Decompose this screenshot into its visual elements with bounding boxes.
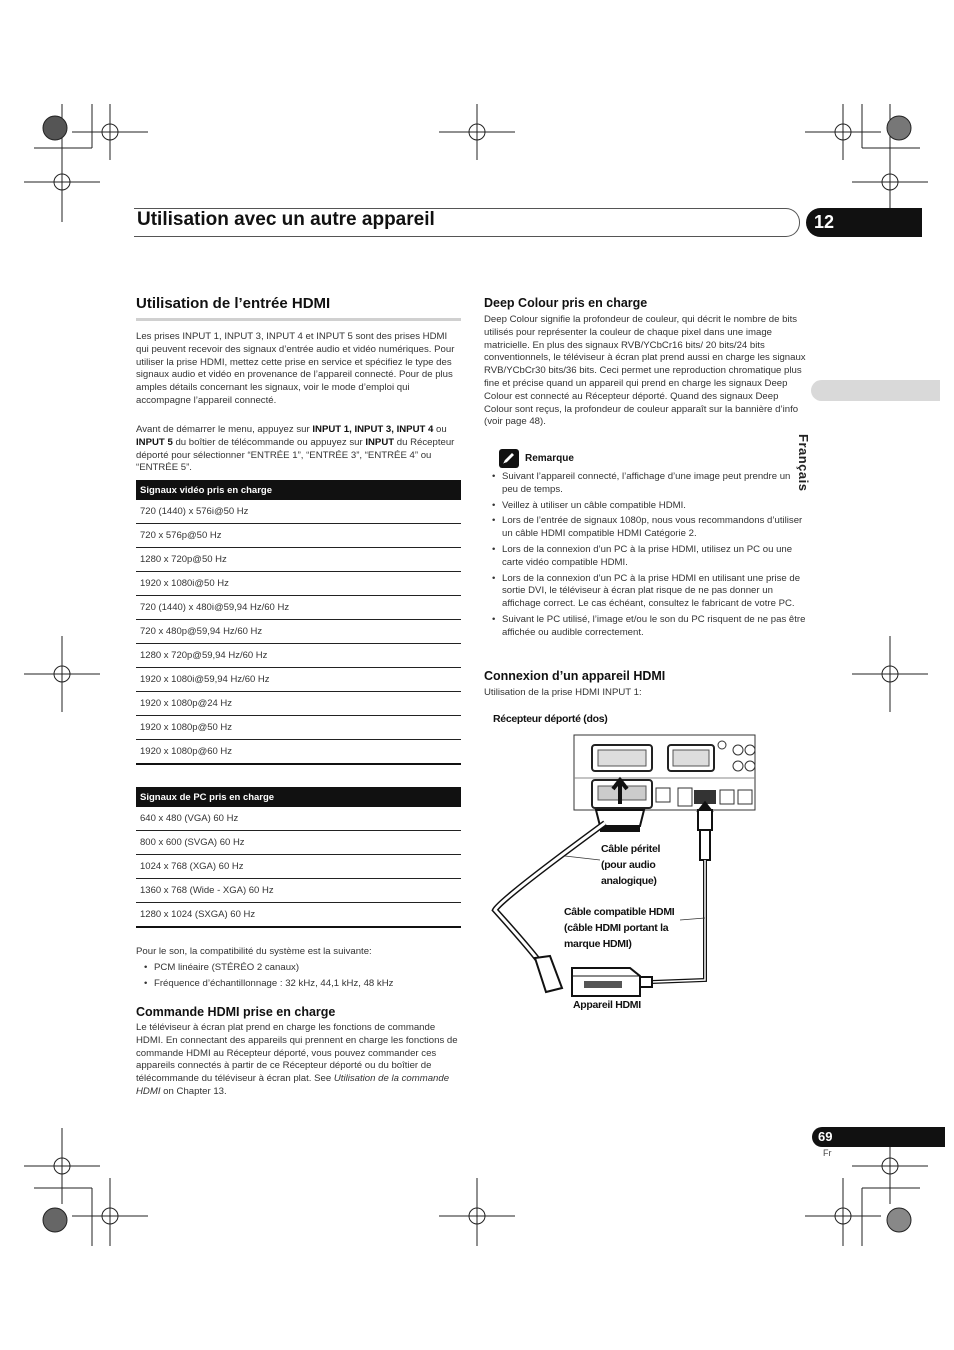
table-row: 640 x 480 (VGA) 60 Hz — [136, 807, 461, 831]
table-row: 1360 x 768 (Wide - XGA) 60 Hz — [136, 879, 461, 903]
list-item: • Suivant l’appareil connecté, l’affichage d’une image peut prendre un peu de temps. — [484, 471, 808, 497]
section-rule — [136, 318, 461, 321]
hdmi-control-paragraph: Le téléviseur à écran plat prend en charge les fonctions de commande HDMI. En connectant des appareils qui prennent en charge les fonctions de commande HDMI au Récepteur déporté, vous pouvez commander ces appareils connectés à partir de ce Récepteur déporté ou du boîtier de télécommande du téléviseur à écran plat. See Utilisation de la commande HDMI on Chapter 13. — [136, 1022, 458, 1097]
table-row: 1920 x 1080p@24 Hz — [136, 692, 461, 716]
table-row: 1280 x 720p@50 Hz — [136, 548, 461, 572]
section-title: Utilisation de l’entrée HDMI — [136, 295, 331, 312]
chapter-title: Utilisation avec un autre appareil — [137, 209, 435, 230]
table-row: 1280 x 720p@59,94 Hz/60 Hz — [136, 644, 461, 668]
list-item: • Lors de la connexion d’un PC à la prise HDMI, utilisez un PC ou une carte vidéo compatible HDMI. — [484, 544, 808, 570]
language-tab — [811, 380, 940, 401]
table-row: 720 (1440) x 576i@50 Hz — [136, 500, 461, 524]
video-table-header: Signaux vidéo pris en charge — [136, 480, 461, 500]
table-row: 1920 x 1080p@50 Hz — [136, 716, 461, 740]
table-row: 720 x 576p@50 Hz — [136, 524, 461, 548]
receiver-back-panel — [574, 735, 755, 810]
list-item: • Lors de l’entrée de signaux 1080p, nous vous recommandons d’utiliser un câble HDMI compatible HDMI Catégorie 2. — [484, 515, 808, 541]
deep-colour-title: Deep Colour pris en charge — [484, 296, 648, 310]
sound-intro: Pour le son, la compatibilité du système est la suivante: — [136, 946, 372, 957]
intro-paragraph: Les prises INPUT 1, INPUT 3, INPUT 4 et INPUT 5 sont des prises HDMI qui peuvent recevoir des signaux d’entrée audio et vidéo numériques. Pour utiliser la prise HDMI, mettez cette prise en service et spécifiez le type des signaux audio et vidéo en provenance de l’appareil connecté. Pour de plus amples détails concernant les signaux, voir le mode d’emploi qui accompagne l’appareil connecté. — [136, 331, 455, 406]
note-header — [499, 449, 574, 468]
note-label: Remarque — [525, 453, 574, 464]
hdmi-control-title: Commande HDMI prise en charge — [136, 1005, 336, 1019]
page-number: 69 — [812, 1127, 945, 1147]
table-row: 1920 x 1080p@60 Hz — [136, 740, 461, 765]
language-label: Français — [796, 434, 811, 492]
table-row: 1024 x 768 (XGA) 60 Hz — [136, 855, 461, 879]
note-list — [484, 471, 808, 643]
list-item: • Suivant le PC utilisé, l’image et/ou le son du PC risquent de ne pas être affichée ou audible correctement. — [484, 614, 808, 640]
pencil-note-icon — [499, 449, 519, 468]
instruction-paragraph: Avant de démarrer le menu, appuyez sur INPUT 1, INPUT 3, INPUT 4 ou INPUT 5 du boîtier de télécommande ou appuyez sur INPUT du Récepteur déporté pour sélectionner “ENTRÉE 1”, “ENTRÉE 3”, “ENTRÉE 4” ou “ENTRÉE 5”. — [136, 424, 455, 474]
list-item: • PCM linéaire (STÉRÉO 2 canaux) — [136, 962, 461, 975]
list-item: • Fréquence d’échantillonnage : 32 kHz, 44,1 kHz, 48 kHz — [136, 978, 461, 991]
chapter-number: 12 — [806, 208, 922, 237]
pc-table-header: Signaux de PC pris en charge — [136, 787, 461, 807]
table-row: 720 (1440) x 480i@59,94 Hz/60 Hz — [136, 596, 461, 620]
sound-list — [136, 962, 461, 994]
scart-cable-label: Câble péritel (pour audio analogique) — [601, 843, 661, 887]
pc-signals-table — [136, 787, 461, 928]
video-signals-table — [136, 480, 461, 765]
table-row: 720 x 480p@59,94 Hz/60 Hz — [136, 620, 461, 644]
hdmi-device-label: Appareil HDMI — [573, 999, 641, 1011]
table-row: 1920 x 1080i@59,94 Hz/60 Hz — [136, 668, 461, 692]
deep-colour-paragraph: Deep Colour signifie la profondeur de couleur, qui décrit le nombre de bits utilisés pour représenter la couleur de chaque pixel dans une image matricielle. En plus des signaux RVB/YCbCr16 bits/ 20 bits/24 bits conventionnels, le téléviseur à écran plat prend aussi en charge les signaux RVB/YCbCr30 bits/36 bits. Ceci permet une reproduction chromatique plus fine et précise quand un appareil qui prend en charge les signaux Deep Colour est connecté au Récepteur déporté. Quand des signaux Deep Colour sont reçus, la profondeur de couleur apparaît sur la bannière d’info (voir page 48). — [484, 314, 806, 428]
table-row: 1280 x 1024 (SXGA) 60 Hz — [136, 903, 461, 928]
list-item: • Veillez à utiliser un câble compatible HDMI. — [484, 500, 808, 513]
receiver-label: Récepteur déporté (dos) — [493, 713, 608, 725]
connection-subtitle: Utilisation de la prise HDMI INPUT 1: — [484, 687, 642, 698]
list-item: • Lors de la connexion d’un PC à la prise HDMI en utilisant une prise de sortie DVI, le téléviseur à écran plat risque de ne pas donner un affichage correct. Le cas échéant, consultez le fabricant de votre PC. — [484, 573, 808, 611]
hdmi-cable-label: Câble compatible HDMI (câble HDMI portant la marque HDMI) — [564, 906, 675, 950]
table-row: 1920 x 1080i@50 Hz — [136, 572, 461, 596]
connection-title: Connexion d’un appareil HDMI — [484, 669, 666, 683]
page-language-code: Fr — [823, 1148, 832, 1158]
table-row: 800 x 600 (SVGA) 60 Hz — [136, 831, 461, 855]
